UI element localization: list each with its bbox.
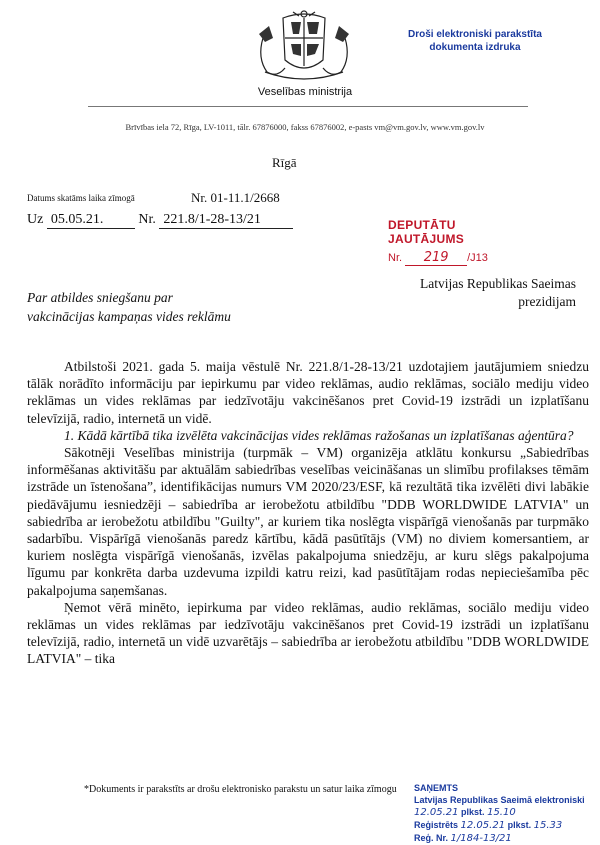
recipient-line2: prezidijam xyxy=(518,294,576,309)
document-number: Nr. 01-11.1/2668 xyxy=(191,190,280,205)
reg-nr-row xyxy=(414,832,594,845)
received-stamp-title: SAŅEMTS xyxy=(414,783,459,793)
received-stamp-line1: Latvijas Republikas Saeimā elektroniski xyxy=(414,795,585,805)
subject xyxy=(27,288,307,326)
question-1: 1. Kādā kārtībā tika izvēlēta vakcinācijas vides reklāmas ražošanas un izplatīšanas aģentūra? xyxy=(64,427,574,443)
registered-label: Reģistrēts xyxy=(414,820,459,830)
subject-line2: vakcinācijas kampaņas vides reklāmu xyxy=(27,309,231,324)
question-stamp-suffix: /J13 xyxy=(467,252,488,264)
paragraph-winner: Ņemot vērā minēto, iepirkuma par video reklāmas, audio reklāmas, sociālo mediju video reklāmas un vides reklāmas par iedzīvotāju vakcinēšanos pret Covid-19 izstrādi un izplatīšanu televīzijā, radio, internetā un vidē uzvarētājs – sabiedrība ar ierobežotu atbildību "DDB WORLDWIDE LATVIA" – tika xyxy=(27,599,589,667)
question-stamp-nr-label: Nr. xyxy=(388,252,403,264)
question-stamp-nr-value: 219 xyxy=(405,250,467,266)
registered-plkst-label: plkst. xyxy=(507,820,532,830)
question-stamp xyxy=(388,218,528,266)
ministry-name: Veselības ministrija xyxy=(257,86,353,98)
received-time: 15.10 xyxy=(487,807,516,818)
received-date: 12.05.21 xyxy=(414,807,459,818)
registered-time: 15.33 xyxy=(533,820,563,831)
digital-note-line1: Droši elektroniski parakstīta xyxy=(408,29,542,40)
uz-label: Uz xyxy=(27,212,44,227)
recipient-line1: Latvijas Republikas Saeimas xyxy=(420,276,576,291)
received-stamp xyxy=(414,782,594,845)
city: Rīgā xyxy=(272,155,297,170)
received-stamp-date-row xyxy=(414,806,594,819)
reg-nr-label: Reģ. Nr. xyxy=(414,833,449,843)
subject-line1: Par atbildes sniegšanu par xyxy=(27,290,173,305)
letter-body xyxy=(27,358,589,668)
reg-nr-value: 1/184-13/21 xyxy=(450,833,512,844)
received-plkst-label: plkst. xyxy=(461,807,485,817)
reference-number: 221.8/1-28-13/21 xyxy=(159,212,293,229)
footnote: *Dokuments ir parakstīts ar drošu elektronisko parakstu un satur laika zīmogu xyxy=(84,784,397,795)
paragraph-intro: Atbilstoši 2021. gada 5. maija vēstulē Nr. 221.8/1-28-13/21 uzdotajiem jautājumiem sniedzu tālāk norādīto informāciju par iepirkumu par video reklāmas, audio reklāmas, sociālo mediju video reklāmas un vides reklāmas par iedzīvotāju vakcinēšanos pret Covid-19 izstrādi un izplatīšanu televīzijā, radio, internetā un vidē. xyxy=(27,359,589,426)
digital-note-line2: dokumenta izdruka xyxy=(429,42,521,53)
registered-row xyxy=(414,819,594,832)
recipient xyxy=(348,275,576,311)
date-label: Datums skatāms laika zīmogā xyxy=(27,193,135,203)
question-stamp-title: DEPUTĀTU JAUTĀJUMS xyxy=(388,218,465,246)
registered-date: 12.05.21 xyxy=(460,820,506,831)
digital-signature-note xyxy=(390,28,560,54)
question-stamp-number xyxy=(388,250,528,266)
uz-date: 05.05.21. xyxy=(47,212,135,229)
ministry-address: Brīvības iela 72, Rīga, LV-1011, tālr. 67876000, fakss 67876002, e-pasts vm@vm.gov.lv, www.vm.gov.lv xyxy=(125,122,485,132)
coat-of-arms-emblem xyxy=(243,8,365,84)
letterhead-divider xyxy=(88,106,528,107)
paragraph-procurement: Sākotnēji Veselības ministrija (turpmāk – VM) organizēja atklātu konkursu „Sabiedrības informēšanas aktivitāšu par aktuālām sabiedrības veselības veicināšanas un slimību profilakses tēmām izstrāde un īstenošana”, identifikācijas numurs VM 2020/23/ESF, kā rezultātā tika izvēlēti divi labākie piedāvājumu iesniedzēji – sabiedrība ar ierobežotu atbildību "DDB WORLDWIDE LATVIA" un sabiedrība ar ierobežotu atbildību "Guilty", ar kuriem tika noslēgta vispārīgā vienošanās par turpmāko sadarbību. Vispārīgā vienošanās paredz kārtību, kādā pasūtītājs (VM) no diviem komersantiem, ar kuriem noslēgta vispārīgā vienošanās, izvēlas pakalpojuma sniedzēju, ar kuru slēgs pakalpojuma līgumu par konkrēta darba uzdevuma izpildi katru reizi, kad pasūtītājam rodas nepieciešamība pēc pakalpojuma saņemšanas. xyxy=(27,445,589,598)
reference-line xyxy=(27,212,293,229)
nr-label: Nr. xyxy=(138,212,156,227)
